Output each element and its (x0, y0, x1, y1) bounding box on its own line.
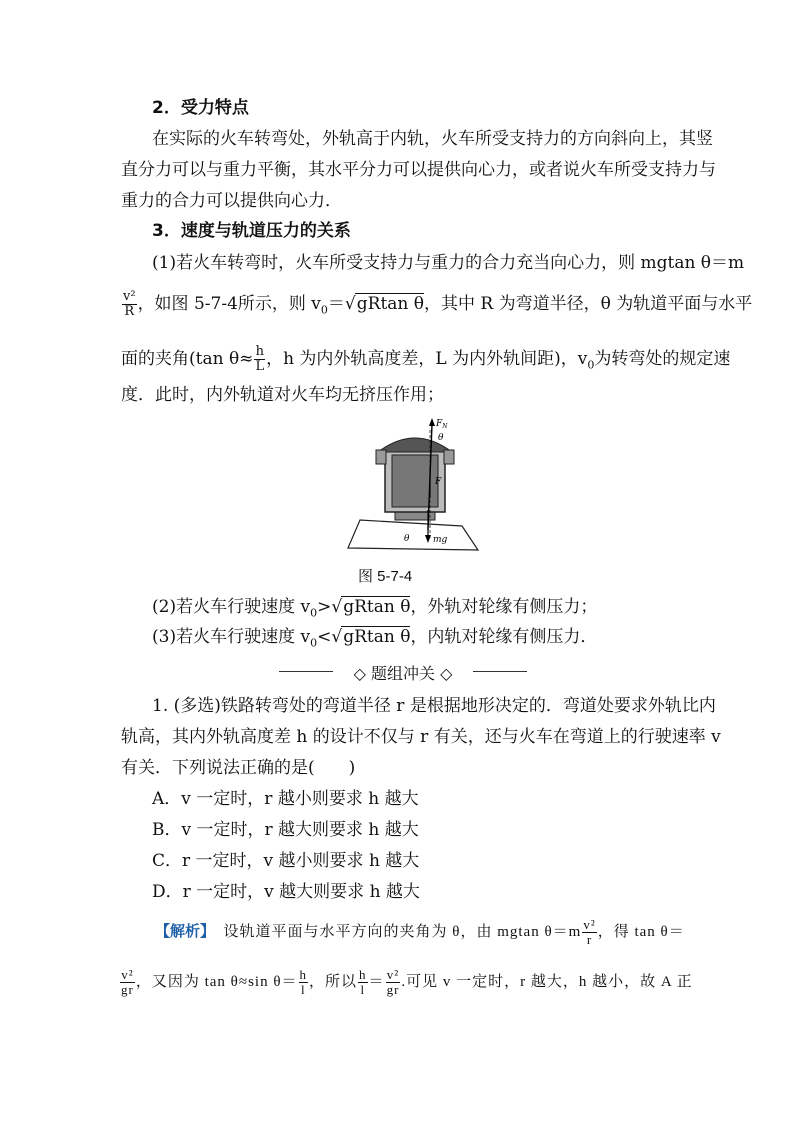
label-theta-top: θ (438, 433, 444, 443)
item-1-line: 度．此时，内外轨道对火车均无挤压作用； (121, 385, 444, 405)
analysis-label: 【解析】 (155, 921, 208, 940)
option-d: D．r 一定时，v 越大则要求 h 越大 (152, 882, 420, 902)
figure-caption: 图 5-7-4 (358, 568, 413, 585)
arrow-head (429, 418, 435, 426)
train-force-diagram (340, 410, 480, 555)
arrow-head (425, 535, 431, 543)
fraction-v2-over-r: $\frac{\text{v²}}{r}$ (583, 917, 596, 947)
coupler-left (376, 450, 386, 464)
fraction-v2-over-gr: $\frac{\text{v²}}{gr}$ (386, 967, 400, 997)
fraction-h-over-L: $\frac{h}{L}$ (255, 344, 265, 374)
option-a: A．v 一定时，r 越小则要求 h 越大 (152, 789, 419, 809)
fraction-v2-over-R: $\frac{\text{v²}}{R}$ (123, 289, 136, 319)
question-1-stem-line: 有关．下列说法正确的是( ) (121, 758, 356, 778)
item-1-line: (1)若火车转弯时，火车所受支持力与重力的合力充当向心力，则 mgtan θ＝m (152, 253, 745, 273)
question-1-stem-line: 轨高，其内外轨高度差 h 的设计不仅与 r 有关，还与火车在弯道上的行驶速率 v (121, 727, 721, 747)
divider-rule-left (279, 671, 333, 672)
item-1-formula-line: $\frac{\text{v²}}{R}$ ，如图 5-7-4所示，则 $v_0=√gRtan$ θ，其中 R 为弯道半径，θ 为轨道平面与水平 (123, 289, 753, 319)
section-2-heading: 2．受力特点 (152, 98, 249, 118)
option-c: C．r 一定时，v 越小则要求 h 越大 (152, 851, 420, 871)
label-mg: mg (433, 535, 448, 545)
analysis-line-1: 【解析】 设轨道平面与水平方向的夹角为 θ，由 mgtan θ＝m $\frac{\text{v²}}{r}$ ，得 tan θ＝ (155, 917, 685, 947)
divider-rule-right (473, 671, 527, 672)
section-2-paragraph-line: 重力的合力可以提供向心力． (121, 191, 342, 211)
analysis-line-2: $\frac{\text{v²}}{gr}$ ，又因为 tan θ≈sin θ＝ $\frac{h}{l}$ ，所以 $\frac{h}{l}$ ＝ $\frac{\text{v²}}{gr}$ .可见 v 一定时，r 越大，h 越小，故 A 正 (121, 967, 693, 997)
section-2-paragraph-line: 直分力可以与重力平衡，其水平分力可以提供向心力，或者说火车所受支持力与 (121, 160, 716, 180)
item-1-formula-line: 面的夹角(tan θ≈ $\frac{h}{L}$ ，h 为内外轨高度差，L 为内外轨间距)，$v_0$为转弯处的规定速 (121, 344, 731, 374)
track-incline (348, 520, 478, 550)
option-b: B．v 一定时，r 越大则要求 h 越大 (152, 820, 419, 840)
item-3-line: (3)若火车行驶速度 $v_0<√gRtan$ θ，内轨对轮缘有侧压力． (152, 627, 598, 650)
section-2-paragraph-line: 在实际的火车转弯处，外轨高于内轨，火车所受支持力的方向斜向上，其竖 (152, 129, 713, 149)
section-divider (279, 661, 527, 681)
section-3-heading: 3．速度与轨道压力的关系 (152, 221, 351, 241)
question-1-stem-line: 1. (多选)铁路转弯处的弯道半径 r 是根据地形决定的．弯道处要求外轨比内 (152, 696, 716, 716)
label-FN: $F_N$ (436, 419, 448, 430)
item-2-line: (2)若火车行驶速度 $v_0>√gRtan$ θ，外轨对轮缘有侧压力； (152, 597, 598, 620)
fraction-v2-over-gr: $\frac{\text{v²}}{gr}$ (121, 967, 134, 997)
divider-title: ◇ 题组冲关 ◇ (353, 664, 453, 683)
sqrt-expression: gRtan θ (356, 294, 425, 314)
coupler-right (444, 450, 454, 464)
fraction-h-over-l: $\frac{h}{l}$ (359, 967, 367, 997)
label-F: F (435, 477, 442, 487)
fraction-h-over-l: $\frac{h}{l}$ (299, 967, 308, 997)
label-theta-bottom: θ (404, 534, 410, 544)
